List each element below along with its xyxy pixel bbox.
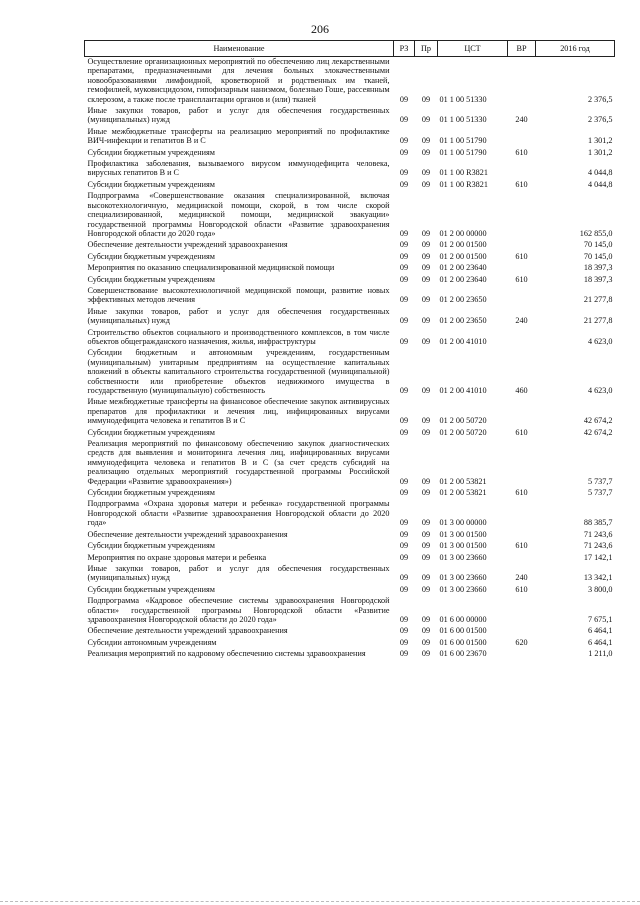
row-amount: 70 145,0 bbox=[583, 251, 613, 261]
row-amount: 5 737,7 bbox=[587, 476, 613, 486]
row-amount: 18 397,3 bbox=[583, 274, 613, 284]
table-row bbox=[85, 328, 615, 349]
row-pr: 09 bbox=[421, 316, 431, 326]
row-vr bbox=[508, 596, 536, 626]
row-name: Иные закупки товаров, работ и услуг для обеспечения государственных (муниципальных) нужд bbox=[87, 106, 390, 125]
row-name: Профилактика заболевания, вызываемого вирусом иммунодефицита человека, вирусных гепатитов В и С bbox=[87, 159, 390, 178]
row-name: Обеспечение деятельности учреждений здравоохранения bbox=[87, 626, 288, 636]
row-cst: 01 2 00 50720 bbox=[439, 416, 487, 426]
row-rz: 09 bbox=[399, 529, 409, 539]
row-amount: 6 464,1 bbox=[587, 626, 613, 636]
table-row bbox=[85, 638, 615, 649]
row-pr: 09 bbox=[421, 584, 431, 594]
row-rz: 09 bbox=[399, 626, 409, 636]
table-row bbox=[85, 348, 615, 397]
row-cst: 01 6 00 01500 bbox=[439, 637, 487, 647]
row-rz: 09 bbox=[399, 386, 409, 395]
row-cst: 01 6 00 00000 bbox=[439, 614, 487, 624]
row-vr bbox=[508, 57, 536, 107]
row-amount: 2 376,5 bbox=[587, 115, 613, 125]
row-vr: 240 bbox=[515, 573, 528, 583]
table-row bbox=[85, 127, 615, 148]
row-pr: 09 bbox=[421, 179, 431, 189]
row-amount: 4 623,0 bbox=[587, 336, 613, 346]
row-pr: 09 bbox=[421, 115, 431, 125]
header-pr: Пр bbox=[415, 41, 438, 57]
row-pr: 09 bbox=[421, 240, 431, 250]
row-name: Субсидии бюджетным учреждениям bbox=[87, 147, 215, 157]
table-row bbox=[85, 191, 615, 240]
row-vr bbox=[508, 626, 536, 637]
row-rz: 09 bbox=[399, 541, 409, 551]
row-cst: 01 3 00 01500 bbox=[439, 529, 487, 539]
table-row bbox=[85, 530, 615, 541]
row-name: Иные межбюджетные трансферты на реализацию мероприятий по профилактике ВИЧ-инфекции и гепатитов В и С bbox=[87, 126, 390, 146]
row-pr: 09 bbox=[421, 168, 431, 178]
row-amount: 1 301,2 bbox=[587, 147, 613, 157]
row-name: Субсидии бюджетным учреждениям bbox=[87, 541, 215, 551]
row-amount: 1 211,0 bbox=[588, 649, 613, 659]
row-name: Субсидии автономным учреждениям bbox=[87, 637, 217, 647]
row-pr: 09 bbox=[421, 529, 431, 539]
row-pr: 09 bbox=[421, 541, 431, 551]
header-vr: ВР bbox=[508, 41, 536, 57]
row-pr: 09 bbox=[421, 476, 431, 486]
row-pr: 09 bbox=[421, 614, 431, 624]
row-cst: 01 1 00 51330 bbox=[439, 115, 487, 125]
row-vr bbox=[508, 649, 536, 660]
page-edge-divider bbox=[0, 901, 640, 902]
row-vr: 610 bbox=[515, 488, 528, 498]
row-amount: 21 277,8 bbox=[583, 316, 613, 326]
row-rz: 09 bbox=[399, 416, 409, 426]
row-rz: 09 bbox=[399, 179, 409, 189]
row-pr: 09 bbox=[421, 626, 431, 636]
row-name: Иные закупки товаров, работ и услуг для обеспечения государственных (муниципальных) нужд bbox=[87, 563, 390, 583]
row-amount: 21 277,8 bbox=[583, 295, 613, 305]
row-vr: 240 bbox=[515, 316, 528, 326]
row-rz: 09 bbox=[399, 251, 409, 261]
row-name: Иные межбюджетные трансферты на финансовое обеспечение закупок антивирусных препаратов для профилактики и лечения лиц, инфицированных вирусами иммунодефицита человека и гепатитов В и С bbox=[87, 397, 390, 426]
row-rz: 09 bbox=[399, 228, 409, 238]
row-cst: 01 3 00 23660 bbox=[439, 552, 487, 562]
row-rz: 09 bbox=[399, 168, 409, 178]
row-name: Реализация мероприятий по кадровому обеспечению системы здравоохранения bbox=[87, 649, 366, 659]
row-cst: 01 2 00 50720 bbox=[439, 427, 487, 437]
table-body bbox=[85, 57, 615, 661]
row-pr: 09 bbox=[421, 427, 431, 437]
row-vr bbox=[508, 159, 536, 180]
row-cst: 01 2 00 23640 bbox=[439, 274, 487, 284]
row-cst: 01 3 00 23660 bbox=[439, 573, 487, 583]
row-pr: 09 bbox=[421, 274, 431, 284]
table-row bbox=[85, 286, 615, 307]
row-rz: 09 bbox=[399, 295, 409, 305]
row-rz: 09 bbox=[399, 240, 409, 250]
row-pr: 09 bbox=[421, 649, 431, 659]
row-vr bbox=[508, 286, 536, 307]
table-row bbox=[85, 626, 615, 637]
row-vr bbox=[508, 397, 536, 427]
row-cst: 01 1 00 51790 bbox=[439, 147, 487, 157]
row-vr: 460 bbox=[515, 386, 528, 395]
table-row bbox=[85, 428, 615, 439]
row-pr: 09 bbox=[421, 573, 431, 583]
row-vr bbox=[508, 499, 536, 529]
row-rz: 09 bbox=[399, 518, 409, 528]
row-amount: 3 800,0 bbox=[587, 584, 613, 594]
row-rz: 09 bbox=[399, 316, 409, 326]
table-row bbox=[85, 439, 615, 488]
row-amount: 4 044,8 bbox=[587, 168, 613, 178]
table-row bbox=[85, 596, 615, 626]
row-pr: 09 bbox=[421, 136, 431, 146]
row-rz: 09 bbox=[399, 637, 409, 647]
table-row bbox=[85, 240, 615, 251]
row-vr: 610 bbox=[515, 179, 528, 189]
table-row bbox=[85, 541, 615, 552]
row-pr: 09 bbox=[421, 386, 431, 395]
row-rz: 09 bbox=[399, 488, 409, 498]
row-pr: 09 bbox=[421, 552, 431, 562]
row-vr: 240 bbox=[515, 115, 528, 125]
row-name: Мероприятия по охране здоровья матери и ребенка bbox=[87, 552, 267, 562]
row-name: Совершенствование высокотехнологичной медицинской помощи, развитие новых эффективных методов лечения bbox=[87, 285, 390, 305]
row-pr: 09 bbox=[421, 518, 431, 528]
row-vr: 610 bbox=[515, 147, 528, 157]
row-name: Субсидии бюджетным учреждениям bbox=[87, 251, 215, 261]
row-rz: 09 bbox=[399, 552, 409, 562]
table-row bbox=[85, 180, 615, 191]
row-name: Субсидии бюджетным учреждениям bbox=[87, 274, 215, 284]
row-rz: 09 bbox=[399, 427, 409, 437]
row-amount: 17 142,1 bbox=[583, 552, 613, 562]
table-row bbox=[85, 397, 615, 427]
row-rz: 09 bbox=[399, 115, 409, 125]
row-name: Субсидии бюджетным и автономным учреждениям, государственным (муниципальным) унитарным предприятиям на осуществление капитальных вложений в объекты капитального строительства государственной (муниципальной) собственности или приобретение объектов недвижимого имущества в государственную (муниципальную) собственность bbox=[87, 348, 390, 395]
table-row bbox=[85, 585, 615, 596]
row-vr bbox=[508, 553, 536, 564]
row-vr bbox=[508, 240, 536, 251]
row-pr: 09 bbox=[421, 251, 431, 261]
row-amount: 42 674,2 bbox=[583, 427, 613, 437]
row-amount: 18 397,3 bbox=[583, 263, 613, 273]
row-amount: 42 674,2 bbox=[583, 416, 613, 426]
row-amount: 4 623,0 bbox=[587, 386, 613, 395]
row-rz: 09 bbox=[399, 274, 409, 284]
row-cst: 01 2 00 53821 bbox=[439, 488, 487, 498]
row-vr bbox=[508, 530, 536, 541]
row-vr: 610 bbox=[515, 541, 528, 551]
row-cst: 01 3 00 23660 bbox=[439, 584, 487, 594]
row-name: Иные закупки товаров, работ и услуг для обеспечения государственных (муниципальных) нужд bbox=[87, 306, 390, 326]
table-row bbox=[85, 106, 615, 127]
row-vr: 620 bbox=[515, 637, 528, 647]
row-vr bbox=[508, 328, 536, 349]
row-cst: 01 1 00 R3821 bbox=[439, 168, 488, 178]
header-cst: ЦСТ bbox=[438, 41, 508, 57]
row-rz: 09 bbox=[399, 336, 409, 346]
header-name: Наименование bbox=[85, 41, 394, 57]
row-vr: 610 bbox=[515, 584, 528, 594]
row-cst: 01 1 00 51330 bbox=[439, 94, 487, 104]
row-pr: 09 bbox=[421, 336, 431, 346]
table-row bbox=[85, 148, 615, 159]
row-cst: 01 1 00 51790 bbox=[439, 136, 487, 146]
row-pr: 09 bbox=[421, 488, 431, 498]
row-name: Мероприятия по оказанию специализированной медицинской помощи bbox=[87, 263, 335, 273]
header-year: 2016 год bbox=[536, 41, 615, 57]
table-row bbox=[85, 307, 615, 328]
row-cst: 01 6 00 23670 bbox=[439, 649, 487, 659]
row-amount: 5 737,7 bbox=[587, 488, 613, 498]
table-row bbox=[85, 553, 615, 564]
row-cst: 01 2 00 41010 bbox=[439, 386, 487, 395]
row-name: Обеспечение деятельности учреждений здравоохранения bbox=[87, 240, 288, 250]
row-amount: 6 464,1 bbox=[587, 637, 613, 647]
row-pr: 09 bbox=[421, 295, 431, 305]
row-amount: 70 145,0 bbox=[583, 240, 613, 250]
row-vr: 610 bbox=[515, 274, 528, 284]
row-cst: 01 1 00 R3821 bbox=[439, 179, 488, 189]
row-cst: 01 2 00 41010 bbox=[439, 336, 487, 346]
row-vr bbox=[508, 191, 536, 240]
row-pr: 09 bbox=[421, 228, 431, 238]
row-vr bbox=[508, 439, 536, 488]
row-cst: 01 2 00 00000 bbox=[439, 228, 487, 238]
row-cst: 01 3 00 00000 bbox=[439, 518, 487, 528]
row-cst: 01 2 00 23640 bbox=[439, 263, 487, 273]
row-amount: 71 243,6 bbox=[583, 541, 613, 551]
row-amount: 4 044,8 bbox=[587, 179, 613, 189]
row-pr: 09 bbox=[421, 637, 431, 647]
page-number: 206 bbox=[311, 22, 329, 36]
row-name: Подпрограмма «Совершенствование оказания специализированной, включая высокотехнологичную, медицинской помощи, скорой, в том числе скорой специализированной, медицинской помощи, медицинской эвакуации» государственной программы Новгородской области «Развитие здравоохранения Новгородской области до 2020 года» bbox=[87, 191, 390, 238]
row-name: Субсидии бюджетным учреждениям bbox=[87, 427, 215, 437]
row-cst: 01 2 00 53821 bbox=[439, 476, 487, 486]
row-amount: 2 376,5 bbox=[587, 94, 613, 104]
row-rz: 09 bbox=[399, 94, 409, 104]
row-rz: 09 bbox=[399, 584, 409, 594]
row-pr: 09 bbox=[421, 263, 431, 273]
row-rz: 09 bbox=[399, 136, 409, 146]
table-row bbox=[85, 499, 615, 529]
row-cst: 01 6 00 01500 bbox=[439, 626, 487, 636]
table-row bbox=[85, 159, 615, 180]
row-rz: 09 bbox=[399, 147, 409, 157]
row-cst: 01 3 00 01500 bbox=[439, 541, 487, 551]
table-row bbox=[85, 275, 615, 286]
row-name: Субсидии бюджетным учреждениям bbox=[87, 179, 215, 189]
row-vr bbox=[508, 127, 536, 148]
table-row bbox=[85, 252, 615, 263]
row-rz: 09 bbox=[399, 573, 409, 583]
row-vr: 610 bbox=[515, 427, 528, 437]
row-pr: 09 bbox=[421, 416, 431, 426]
table-row bbox=[85, 649, 615, 660]
row-amount: 1 301,2 bbox=[587, 136, 613, 146]
row-cst: 01 2 00 23650 bbox=[439, 316, 487, 326]
header-rz: РЗ bbox=[394, 41, 415, 57]
row-pr: 09 bbox=[421, 94, 431, 104]
row-rz: 09 bbox=[399, 649, 409, 659]
row-name: Подпрограмма «Охрана здоровья матери и ребенка» государственной программы Новгородской области «Развитие здравоохранения Новгородской области до 2020 года» bbox=[87, 499, 390, 528]
row-rz: 09 bbox=[399, 263, 409, 273]
row-name: Строительство объектов социального и производственного комплексов, в том числе объектов общегражданского назначения, жилья, инфраструктуры bbox=[87, 327, 390, 346]
row-amount: 13 342,1 bbox=[583, 573, 613, 583]
row-pr: 09 bbox=[421, 147, 431, 157]
row-rz: 09 bbox=[399, 476, 409, 486]
row-rz: 09 bbox=[399, 614, 409, 624]
row-name: Субсидии бюджетным учреждениям bbox=[87, 584, 215, 594]
row-vr: 610 bbox=[515, 251, 528, 261]
table-row bbox=[85, 488, 615, 499]
row-name: Реализация мероприятий по финансовому обеспечению закупок диагностических средств для выявления и мониторинга лечения лиц, инфицированных вирусами иммунодефицита человека и гепатитов В и С (за счет средств субсидий на реализацию отдельных мероприятий государственной программы Российской Федерации «Развитие здравоохранения») bbox=[87, 439, 390, 486]
row-vr bbox=[508, 263, 536, 274]
table-row bbox=[85, 263, 615, 274]
row-cst: 01 2 00 01500 bbox=[439, 251, 487, 261]
row-name: Обеспечение деятельности учреждений здравоохранения bbox=[87, 529, 288, 539]
row-name: Субсидии бюджетным учреждениям bbox=[87, 488, 215, 498]
header-row bbox=[85, 41, 615, 57]
row-amount: 162 855,0 bbox=[579, 228, 613, 238]
table-header bbox=[85, 41, 615, 57]
table-row bbox=[85, 57, 615, 107]
row-amount: 7 675,1 bbox=[587, 614, 613, 624]
row-name: Осуществление организационных мероприятий по обеспечению лиц лекарственными препаратами, предназначенными для лечения больных злокачественными новообразованиями лимфоидной, кроветворной и родственных им тканей, гемофилией, муковисцидозом, гипофизарным нанизмом, болезнью Гоше, рассеянным склерозом, а также после трансплантации органов и (или) тканей bbox=[87, 57, 390, 104]
table-row bbox=[85, 564, 615, 585]
row-cst: 01 2 00 23650 bbox=[439, 295, 487, 305]
row-amount: 71 243,6 bbox=[583, 529, 613, 539]
row-cst: 01 2 00 01500 bbox=[439, 240, 487, 250]
budget-table bbox=[84, 40, 615, 661]
row-name: Подпрограмма «Кадровое обеспечение системы здравоохранения Новгородской области» государственной программы Новгородской области «Развитие здравоохранения Новгородской области до 2020 года» bbox=[87, 596, 390, 624]
row-amount: 88 385,7 bbox=[583, 518, 613, 528]
